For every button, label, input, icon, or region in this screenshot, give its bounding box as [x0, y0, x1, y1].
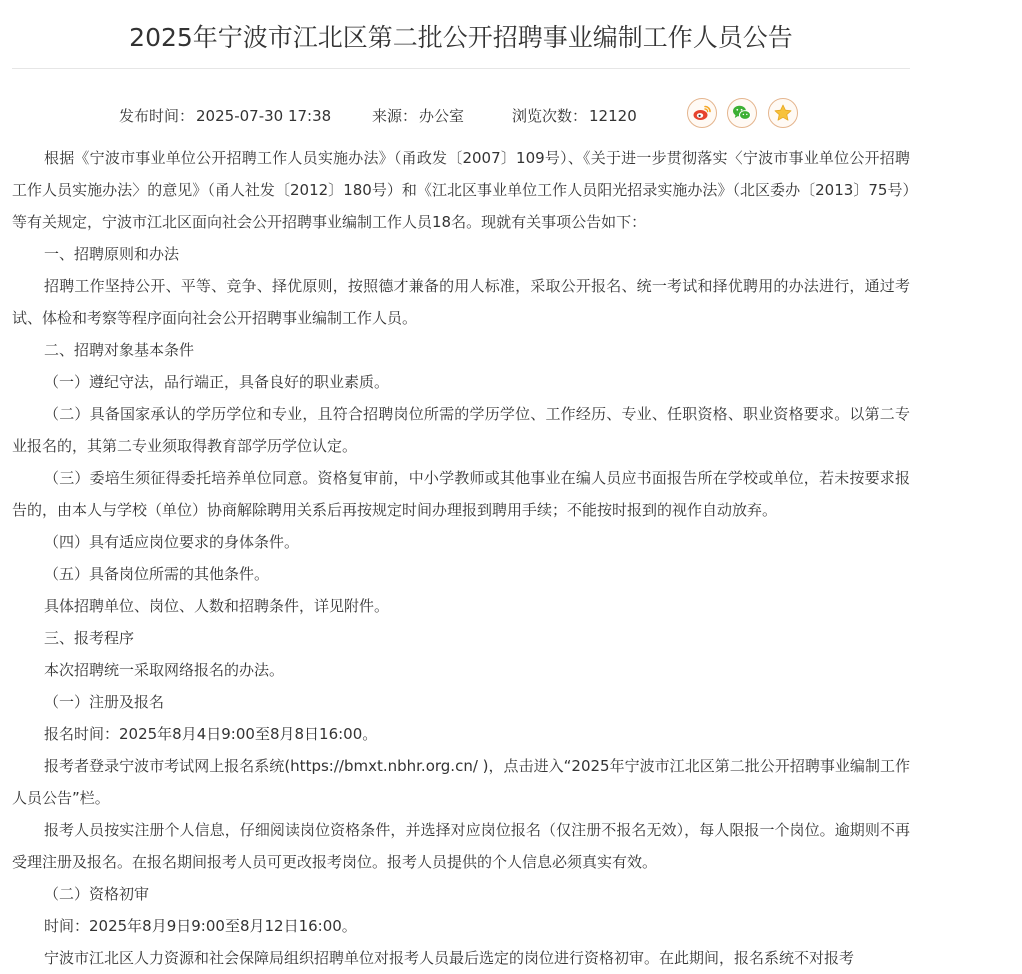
article-paragraph: （一）注册及报名 — [44, 693, 165, 711]
article-paragraph: 具体招聘单位、岗位、人数和招聘条件，详见附件。 — [44, 597, 390, 615]
article-paragraph: 报考者登录宁波市考试网上报名系统(https://bmxt.nbhr.org.cn/ )，点击进入“2025年宁波市江北区第二批公开招聘事业编制工作人员公告”栏。 — [12, 757, 910, 807]
article-paragraph: 宁波市江北区人力资源和社会保障局组织招聘单位对报考人员最后选定的岗位进行资格初审。在此期间，报名系统不对报考 — [44, 949, 855, 967]
weibo-icon — [692, 104, 712, 122]
share-wechat-button[interactable] — [727, 98, 757, 128]
article-header — [12, 0, 910, 127]
article-paragraph: 二、招聘对象基本条件 — [44, 341, 195, 359]
article-paragraph: （三）委培生须征得委托培养单位同意。资格复审前，中小学教师或其他事业在编人员应书面报告所在学校或单位，若未按要求报告的，由本人与学校（单位）协商解除聘用关系后再按规定时间办理报到聘用手续；不能按时报到的视作自动放弃。 — [12, 469, 910, 519]
article-meta — [12, 69, 910, 127]
article-paragraph: 招聘工作坚持公开、平等、竞争、择优原则，按照德才兼备的用人标准，采取公开报名、统一考试和择优聘用的办法进行，通过考试、体检和考察等程序面向社会公开招聘事业编制工作人员。 — [12, 277, 910, 327]
share-weibo-button[interactable] — [687, 98, 717, 128]
article-paragraph: 根据《宁波市事业单位公开招聘工作人员实施办法》（甬政发〔2007〕109号）、《关于进一步贯彻落实〈宁波市事业单位公开招聘工作人员实施办法〉的意见》（甬人社发〔2012〕180号）和《江北区事业单位工作人员阳光招录实施办法》（北区委办〔2013〕75号）等有关规定，宁波市江北区面向社会公开招聘事业编制工作人员18名。现就有关事项公告如下： — [12, 149, 910, 231]
source — [372, 105, 464, 126]
article-paragraph: （五）具备岗位所需的其他条件。 — [44, 565, 270, 583]
article-paragraph: （四）具有适应岗位要求的身体条件。 — [44, 533, 300, 551]
publish-time-value: 2025-07-30 17:38 — [196, 107, 332, 125]
favorite-star-icon — [773, 103, 793, 123]
publish-time — [119, 105, 331, 126]
article-paragraph: （二）资格初审 — [44, 885, 150, 903]
article-paragraph: 一、招聘原则和办法 — [44, 245, 180, 263]
source-value: 办公室 — [419, 107, 465, 125]
article-paragraph: 三、报考程序 — [44, 629, 135, 647]
article-paragraph: 时间：2025年8月9日9:00至8月12日16:00。 — [44, 917, 357, 935]
favorite-button[interactable] — [768, 98, 798, 128]
article-paragraph: 报名时间：2025年8月4日9:00至8月8日16:00。 — [44, 725, 378, 743]
article-paragraph: 报考人员按实注册个人信息，仔细阅读岗位资格条件，并选择对应岗位报名（仅注册不报名无效），每人限报一个岗位。逾期则不再受理注册及报名。在报名期间报考人员可更改报考岗位。报考人员提供的个人信息必须真实有效。 — [12, 821, 910, 871]
view-count — [512, 105, 637, 126]
article-paragraph: （二）具备国家承认的学历学位和专业，且符合招聘岗位所需的学历学位、工作经历、专业、任职资格、职业资格要求。以第二专业报名的，其第二专业须取得教育部学历学位认定。 — [12, 405, 910, 455]
source-label: 来源： — [372, 107, 418, 125]
view-count-value: 12120 — [589, 107, 637, 125]
article-body — [12, 142, 910, 974]
article-paragraph: （一）遵纪守法，品行端正，具备良好的职业素质。 — [44, 373, 390, 391]
page-title: 2025年宁波市江北区第二批公开招聘事业编制工作人员公告 — [129, 23, 793, 52]
publish-time-label: 发布时间： — [119, 107, 195, 125]
article-paragraph: 本次招聘统一采取网络报名的办法。 — [44, 661, 285, 679]
view-count-label: 浏览次数： — [512, 107, 588, 125]
wechat-icon — [732, 104, 752, 122]
